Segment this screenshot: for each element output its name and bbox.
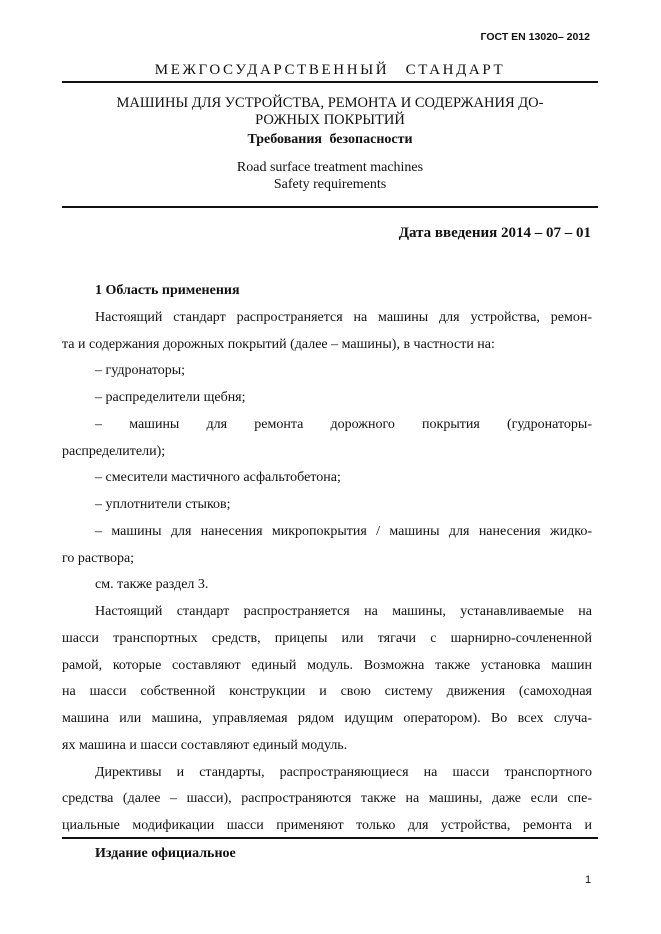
page-number: 1 (585, 874, 592, 886)
divider-line (62, 81, 598, 83)
document-body (62, 278, 592, 840)
english-title-line: Safety requirements (273, 177, 387, 192)
list-item (62, 492, 592, 519)
paragraph-line: шасси транспортных средств, прицепы или тягачи с шарнирно-сочлененной (62, 630, 592, 646)
title-block (62, 95, 598, 148)
edition-note: Издание официальное (95, 846, 236, 861)
english-title-block (62, 159, 598, 193)
list-item-line: распределители); (62, 443, 166, 459)
list-item-line: го раствора; (62, 550, 135, 566)
section-heading: 1 Область применения (95, 283, 240, 298)
paragraph-line: та и содержания дорожных покрытий (далее – машины), в частности на: (62, 336, 495, 352)
list-item-line: – машины для нанесения микропокрытия / машины для нанесения жидко- (95, 523, 592, 539)
paragraph-line: Настоящий стандарт распространяется на машины, устанавливаемые на (95, 604, 592, 619)
paragraph-line: рамой, которые составляют единый модуль. Возможна также установка машин (62, 657, 592, 673)
paragraph-line: циальные модификации шасси применяют только для устройства, ремонта и (62, 818, 592, 833)
list-item-line: – уплотнители стыков; (95, 497, 231, 512)
list-item (62, 385, 592, 412)
list-item-line: – смесители мастичного асфальтобетона; (95, 470, 341, 486)
intro-paragraph (62, 305, 592, 359)
subtitle: Требования безопасности (247, 132, 413, 147)
standard-code: ГОСТ EN 13020– 2012 (480, 31, 590, 43)
divider-line (62, 206, 598, 208)
paragraph-line: на шасси собственной конструкции и свою систему движения (самоходная (62, 684, 592, 700)
list-item (62, 358, 592, 385)
english-title-line: Road surface treatment machines (236, 160, 424, 175)
paragraph-line: ях машина и шасси составляют единый модуль. (62, 737, 348, 753)
title-line: РОЖНЫХ ПОКРЫТИЙ (255, 112, 405, 128)
scope-paragraph (62, 599, 592, 760)
paragraph-line: Настоящий стандарт распространяется на машины для устройства, ремон- (95, 309, 592, 325)
list-item (62, 519, 592, 573)
divider-line (62, 837, 598, 839)
paragraph-line: машина или машина, управляемая рядом идущим оператором). Во всех случа- (62, 711, 592, 726)
list-item (62, 465, 592, 492)
paragraph-line: средства (далее – шасси), распространяются также на машины, даже если спе- (62, 791, 592, 807)
title-line: МАШИНЫ ДЛЯ УСТРОЙСТВА, РЕМОНТА И СОДЕРЖАНИЯ ДО- (116, 95, 544, 111)
machine-list (62, 358, 592, 572)
chassis-paragraph (62, 760, 592, 840)
paragraph-line: Директивы и стандарты, распространяющиеся на шасси транспортного (95, 764, 592, 780)
list-item-line: – машины для ремонта дорожного покрытия (гудронаторы- (95, 416, 592, 432)
standard-kind: МЕЖГОСУДАРСТВЕННЫЙ СТАНДАРТ (154, 62, 506, 78)
list-item (62, 412, 592, 466)
list-item-line: – распределители щебня; (95, 390, 246, 405)
see-also: см. также раздел 3. (95, 577, 209, 593)
list-item-line: – гудронаторы; (95, 363, 186, 379)
effective-date: Дата введения 2014 – 07 – 01 (398, 225, 591, 241)
